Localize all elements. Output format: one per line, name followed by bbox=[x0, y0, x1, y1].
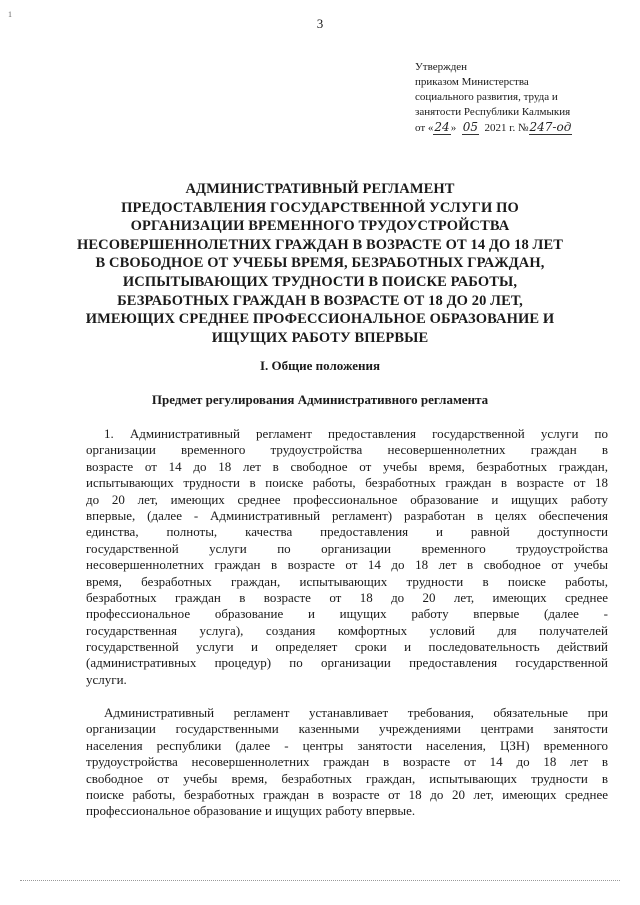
text-line: государственной услуги и определяет сроки и последовательность действий bbox=[86, 639, 608, 655]
text-line: поиске работы, безработных граждан в возрасте от 18 до 20 лет, имеющих среднее bbox=[86, 786, 608, 802]
text-line: испытывающих трудности в поиске работы, безработных граждан в возрасте от 18 bbox=[86, 475, 608, 491]
approval-line: социального развития, труда и bbox=[415, 91, 558, 103]
text-line: государственная услуга), создания комфортных условий для получателей bbox=[86, 622, 608, 638]
title-line: ПРЕДОСТАВЛЕНИЯ ГОСУДАРСТВЕННОЙ УСЛУГИ ПО bbox=[121, 199, 519, 216]
document-title bbox=[40, 180, 600, 347]
date-mid: » bbox=[450, 122, 457, 134]
text-line: трудоустройства несовершеннолетних граждан в возрасте от 14 до 18 лет в bbox=[86, 754, 608, 770]
footer-divider bbox=[20, 880, 620, 881]
text-line: свободное от учебы время, безработных граждан, испытывающих трудности в bbox=[86, 770, 608, 786]
text-line: профессиональное образование и ищущих работу впервые. bbox=[86, 803, 416, 819]
handwritten-month: 05 bbox=[462, 120, 478, 134]
page-number: 3 bbox=[316, 16, 324, 31]
approval-date-line bbox=[415, 120, 630, 136]
approval-line: занятости Республики Калмыкия bbox=[415, 106, 571, 118]
subject-heading: Предмет регулирования Административного регламента bbox=[151, 392, 489, 407]
title-line: ОРГАНИЗАЦИИ ВРЕМЕННОГО ТРУДОУСТРОЙСТВА bbox=[130, 218, 510, 235]
text-line: государственной услуги по организации временного трудоустройства bbox=[86, 540, 608, 556]
text-line: впервые, (далее - Административный регламент) разработан в целях обеспечения bbox=[86, 507, 608, 523]
title-line: ИЩУЩИХ РАБОТУ ВПЕРВЫЕ bbox=[211, 329, 429, 346]
approval-block bbox=[415, 60, 630, 136]
text-line: (административных процедур) по организации предоставления государственной bbox=[86, 655, 608, 671]
text-line: возрасте от 14 до 18 лет в свободное от учебы время, безработных граждан, bbox=[86, 458, 608, 474]
title-line: ИСПЫТЫВАЮЩИХ ТРУДНОСТИ В ПОИСКЕ РАБОТЫ, bbox=[122, 273, 518, 290]
section-heading: I. Общие положения bbox=[260, 358, 380, 373]
paragraph-2 bbox=[86, 705, 608, 820]
handwritten-day: 24 bbox=[434, 120, 450, 134]
handwritten-order-number: 247-од bbox=[529, 120, 572, 134]
text-line: профессиональное образование и ищущих работу впервые (далее - bbox=[86, 606, 608, 622]
title-line: В СВОБОДНОЕ ОТ УЧЕБЫ ВРЕМЯ, БЕЗРАБОТНЫХ ГРАЖДАН, bbox=[95, 255, 545, 272]
corner-mark: 1 bbox=[8, 10, 12, 19]
title-line: НЕСОВЕРШЕННОЛЕТНИХ ГРАЖДАН В ВОЗРАСТЕ ОТ 14 ДО 18 ЛЕТ bbox=[76, 236, 564, 253]
title-line: АДМИНИСТРАТИВНЫЙ РЕГЛАМЕНТ bbox=[185, 181, 455, 197]
text-line: организации государственными казенными учреждениями центрами занятости bbox=[86, 721, 608, 737]
title-line: БЕЗРАБОТНЫХ ГРАЖДАН В ВОЗРАСТЕ ОТ 18 ДО 20 ЛЕТ, bbox=[117, 292, 523, 309]
approval-line: Утвержден bbox=[415, 61, 468, 73]
text-line: услуги. bbox=[86, 671, 127, 687]
text-line: до 20 лет, имеющих среднее профессиональное образование и ищущих работу bbox=[86, 491, 608, 507]
text-line: Административный регламент устанавливает требования, обязательные при bbox=[104, 705, 608, 720]
text-line: организации временного трудоустройства несовершеннолетних граждан в bbox=[86, 442, 608, 458]
text-line: время, безработных граждан, испытывающих трудности в поиске работы, bbox=[86, 573, 608, 589]
text-line: несовершеннолетних граждан в возрасте от 14 до 18 лет в свободное от учебы bbox=[86, 557, 608, 573]
date-year: 2021 г. № bbox=[484, 122, 529, 134]
text-line: единства, полноты, качества предоставления и равной доступности bbox=[86, 524, 608, 540]
text-line: безработных граждан в возрасте от 18 до 20 лет, имеющих среднее bbox=[86, 589, 608, 605]
text-line: 1. Административный регламент предоставления государственной услуги по bbox=[104, 426, 608, 441]
title-line: ИМЕЮЩИХ СРЕДНЕЕ ПРОФЕССИОНАЛЬНОЕ ОБРАЗОВАНИЕ И bbox=[85, 311, 555, 328]
paragraph-1 bbox=[86, 426, 608, 688]
text-line: населения республики (далее - центры занятости населения, ЦЗН) временного bbox=[86, 737, 608, 753]
approval-line: приказом Министерства bbox=[415, 76, 529, 88]
date-prefix: от « bbox=[415, 122, 434, 134]
